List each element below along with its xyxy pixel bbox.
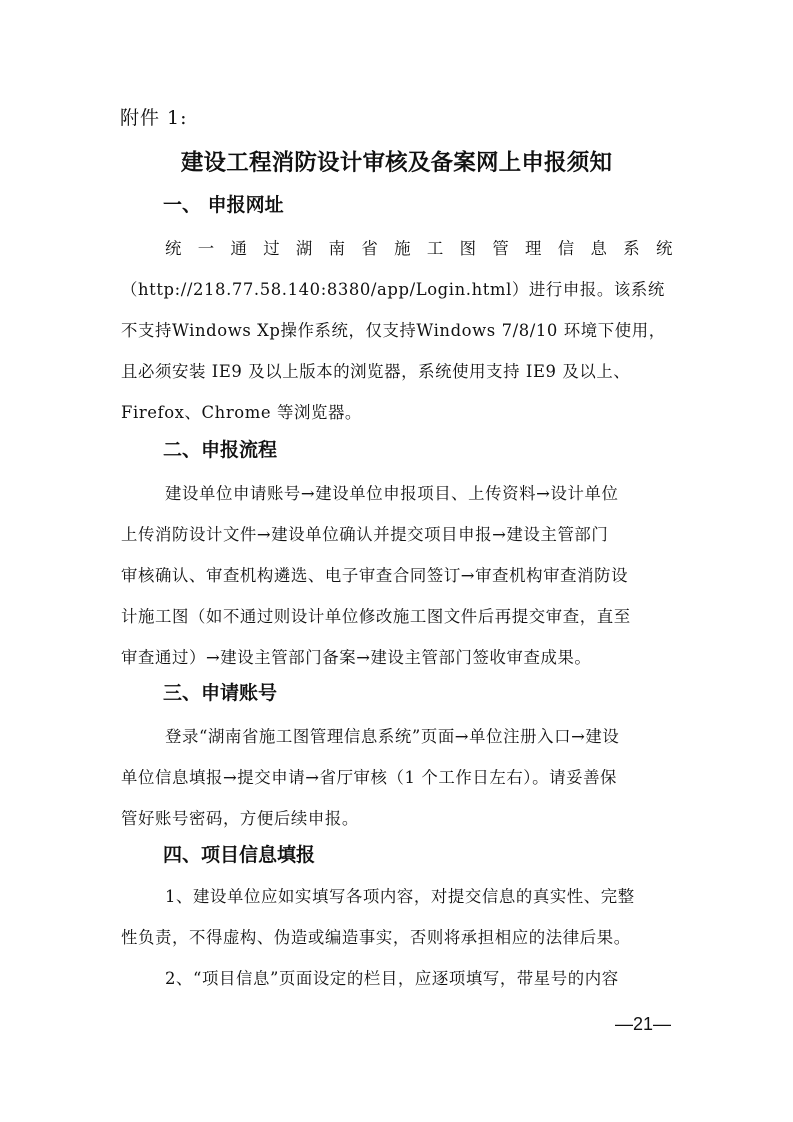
attachment-label: 附件 1:	[120, 107, 188, 129]
body-line: 且必须安装 IE9 及以上版本的浏览器，系统使用支持 IE9 及以上、	[121, 362, 631, 381]
body-line: 管好账号密码，方便后续申报。	[121, 809, 359, 828]
section-heading-project-info: 四、项目信息填报	[163, 844, 316, 866]
body-line: 性负责，不得虚构、伪造或编造事实，否则将承担相应的法律后果。	[121, 928, 631, 947]
body-line: 登录“湖南省施工图管理信息系统”页面→单位注册入口→建设	[165, 727, 620, 746]
page-number: —21—	[615, 1014, 672, 1034]
body-line: 1、建设单位应如实填写各项内容，对提交信息的真实性、完整	[165, 887, 635, 906]
section-body-project-info	[121, 876, 673, 999]
body-line: 单位信息填报→提交申请→省厅审核（1 个工作日左右）。请妥善保	[121, 768, 618, 787]
body-line: Firefox、Chrome 等浏览器。	[121, 403, 362, 422]
body-line: 审核确认、审查机构遴选、电子审查合同签订→审查机构审查消防设	[121, 566, 629, 585]
body-line: 建设单位申请账号→建设单位申报项目、上传资料→设计单位	[165, 484, 619, 503]
section-heading-account: 三、申请账号	[163, 682, 278, 704]
body-line: 审查通过）→建设主管部门备案→建设主管部门签收审查成果。	[121, 648, 592, 667]
section-heading-website: 一、 申报网址	[163, 194, 284, 216]
section-body-account	[121, 716, 673, 839]
section-body-website	[121, 228, 673, 433]
body-line: 上传消防设计文件→建设单位确认并提交项目申报→建设主管部门	[121, 525, 609, 544]
document-title: 建设工程消防设计审核及备案网上申报须知	[180, 150, 613, 176]
body-line: 2、“项目信息”页面设定的栏目，应逐项填写，带星号的内容	[165, 969, 619, 988]
body-line: （http://218.77.58.140:8380/app/Login.html）进行申报。该系统	[121, 280, 665, 299]
body-line: 计施工图（如不通过则设计单位修改施工图文件后再提交审查，直至	[121, 607, 631, 626]
body-line: 不支持Windows Xp操作系统，仅支持Windows 7/8/10 环境下使用，	[121, 321, 666, 340]
body-line: 统 一 通 过 湖 南 省 施 工 图 管 理 信 息 系 统	[165, 239, 673, 258]
section-heading-process: 二、申报流程	[163, 439, 278, 461]
section-body-process	[121, 473, 673, 678]
